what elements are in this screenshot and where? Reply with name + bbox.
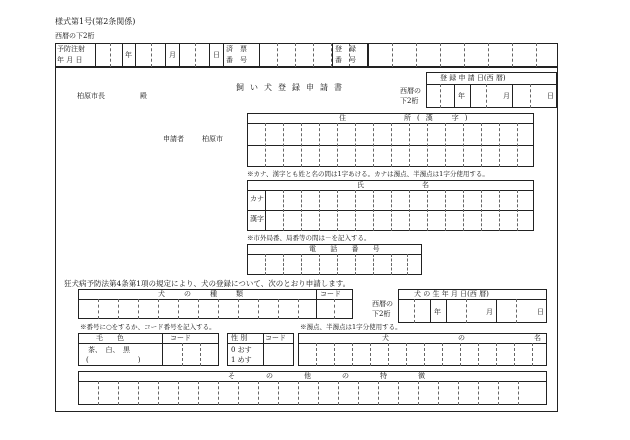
name-kanji-label: 漢字: [250, 215, 264, 223]
vaccination-date-label: 予防注射: [57, 45, 85, 53]
dog-breed-code-label: コード: [320, 290, 341, 298]
application-month-label: 月: [503, 92, 510, 100]
other-features-header: そ の 他 の 特 徴: [228, 372, 437, 380]
applicant-city: 柏原市: [202, 135, 223, 143]
dakuten-note: ※濁点、半濁点は1字分使用する。: [300, 323, 402, 331]
birth-day-label: 日: [537, 308, 544, 316]
applicant-label: 申請者: [163, 135, 184, 143]
birth-prefix: 西暦の: [372, 300, 393, 308]
sex-box: [227, 333, 294, 366]
name-kana-label: カナ: [250, 195, 264, 203]
registration-number-label-2: 番 号: [335, 56, 356, 64]
coat-color-box: [78, 333, 219, 366]
coat-color-options: 茶、 白、 黒: [88, 346, 130, 354]
dog-breed-box: [78, 289, 353, 319]
dog-breed-header: 犬 の 種 類: [158, 290, 249, 298]
dog-name-header: 犬 の 名: [382, 334, 553, 342]
phone-box: [247, 244, 422, 275]
seireki-note: 西暦の下2桁: [55, 32, 95, 40]
name-header: 氏 名: [357, 181, 435, 189]
address-header: 住 所(漢 字): [339, 114, 474, 122]
application-date-box: [426, 72, 557, 108]
honorific: 殿: [140, 92, 147, 100]
birth-prefix-2: 下2桁: [372, 310, 391, 318]
top-row: [55, 43, 368, 67]
coat-color-other: ( ): [86, 356, 141, 364]
law-statement: 狂犬病予防法第4条第1項の規定により、犬の登録について、次のとおり申請します。: [64, 279, 351, 288]
name-box: [247, 180, 534, 231]
vaccination-day-label: 日: [213, 51, 220, 59]
form-title: 飼い犬登録申請書: [236, 83, 348, 92]
application-day-label: 日: [547, 92, 554, 100]
birth-month-label: 月: [486, 308, 493, 316]
registration-number-box: [332, 43, 558, 67]
sex-code-label: コード: [265, 334, 286, 342]
phone-header: 電 話 番 号: [309, 245, 386, 253]
other-features-box: [78, 371, 547, 405]
sex-female-option: 1 めす: [231, 356, 252, 364]
application-date-header: 登 録 申 請 日(西 暦): [440, 74, 506, 82]
form-number: 様式第1号(第2条関係): [55, 17, 136, 26]
phone-note: ※市外局番、局番等の間は－を記入する。: [247, 234, 371, 242]
coat-color-code-label: コード: [170, 334, 191, 342]
dog-name-box: [298, 333, 553, 366]
kana-note: ※カナ、漢字とも姓と名の間は1字あける。カナは濁点、半濁点は1字分使用する。: [247, 170, 489, 178]
addressee: 柏原市長: [77, 92, 105, 100]
code-note: ※番号に○をするか、コード番号を記入する。: [80, 323, 216, 331]
sex-header: 性 別: [231, 334, 248, 342]
sex-male-option: 0 おす: [231, 346, 252, 354]
vaccination-year-label: 年: [125, 51, 132, 59]
coat-color-header: 毛 色: [96, 334, 124, 342]
dog-birthdate-header: 犬 の 生 年 月 日(西 暦): [414, 290, 489, 298]
vaccination-date-label-2: 年 月 日: [57, 56, 83, 64]
address-box: [247, 113, 534, 167]
dog-birthdate-box: [398, 289, 547, 323]
application-date-prefix: 西暦の: [400, 87, 421, 95]
ticket-number-label: 済 票: [226, 45, 247, 53]
application-year-label: 年: [458, 92, 465, 100]
vaccination-month-label: 月: [169, 51, 176, 59]
birth-year-label: 年: [434, 308, 441, 316]
application-date-prefix-2: 下2桁: [400, 97, 419, 105]
registration-number-label: 登 録: [335, 45, 356, 53]
ticket-number-label-2: 番 号: [226, 56, 247, 64]
